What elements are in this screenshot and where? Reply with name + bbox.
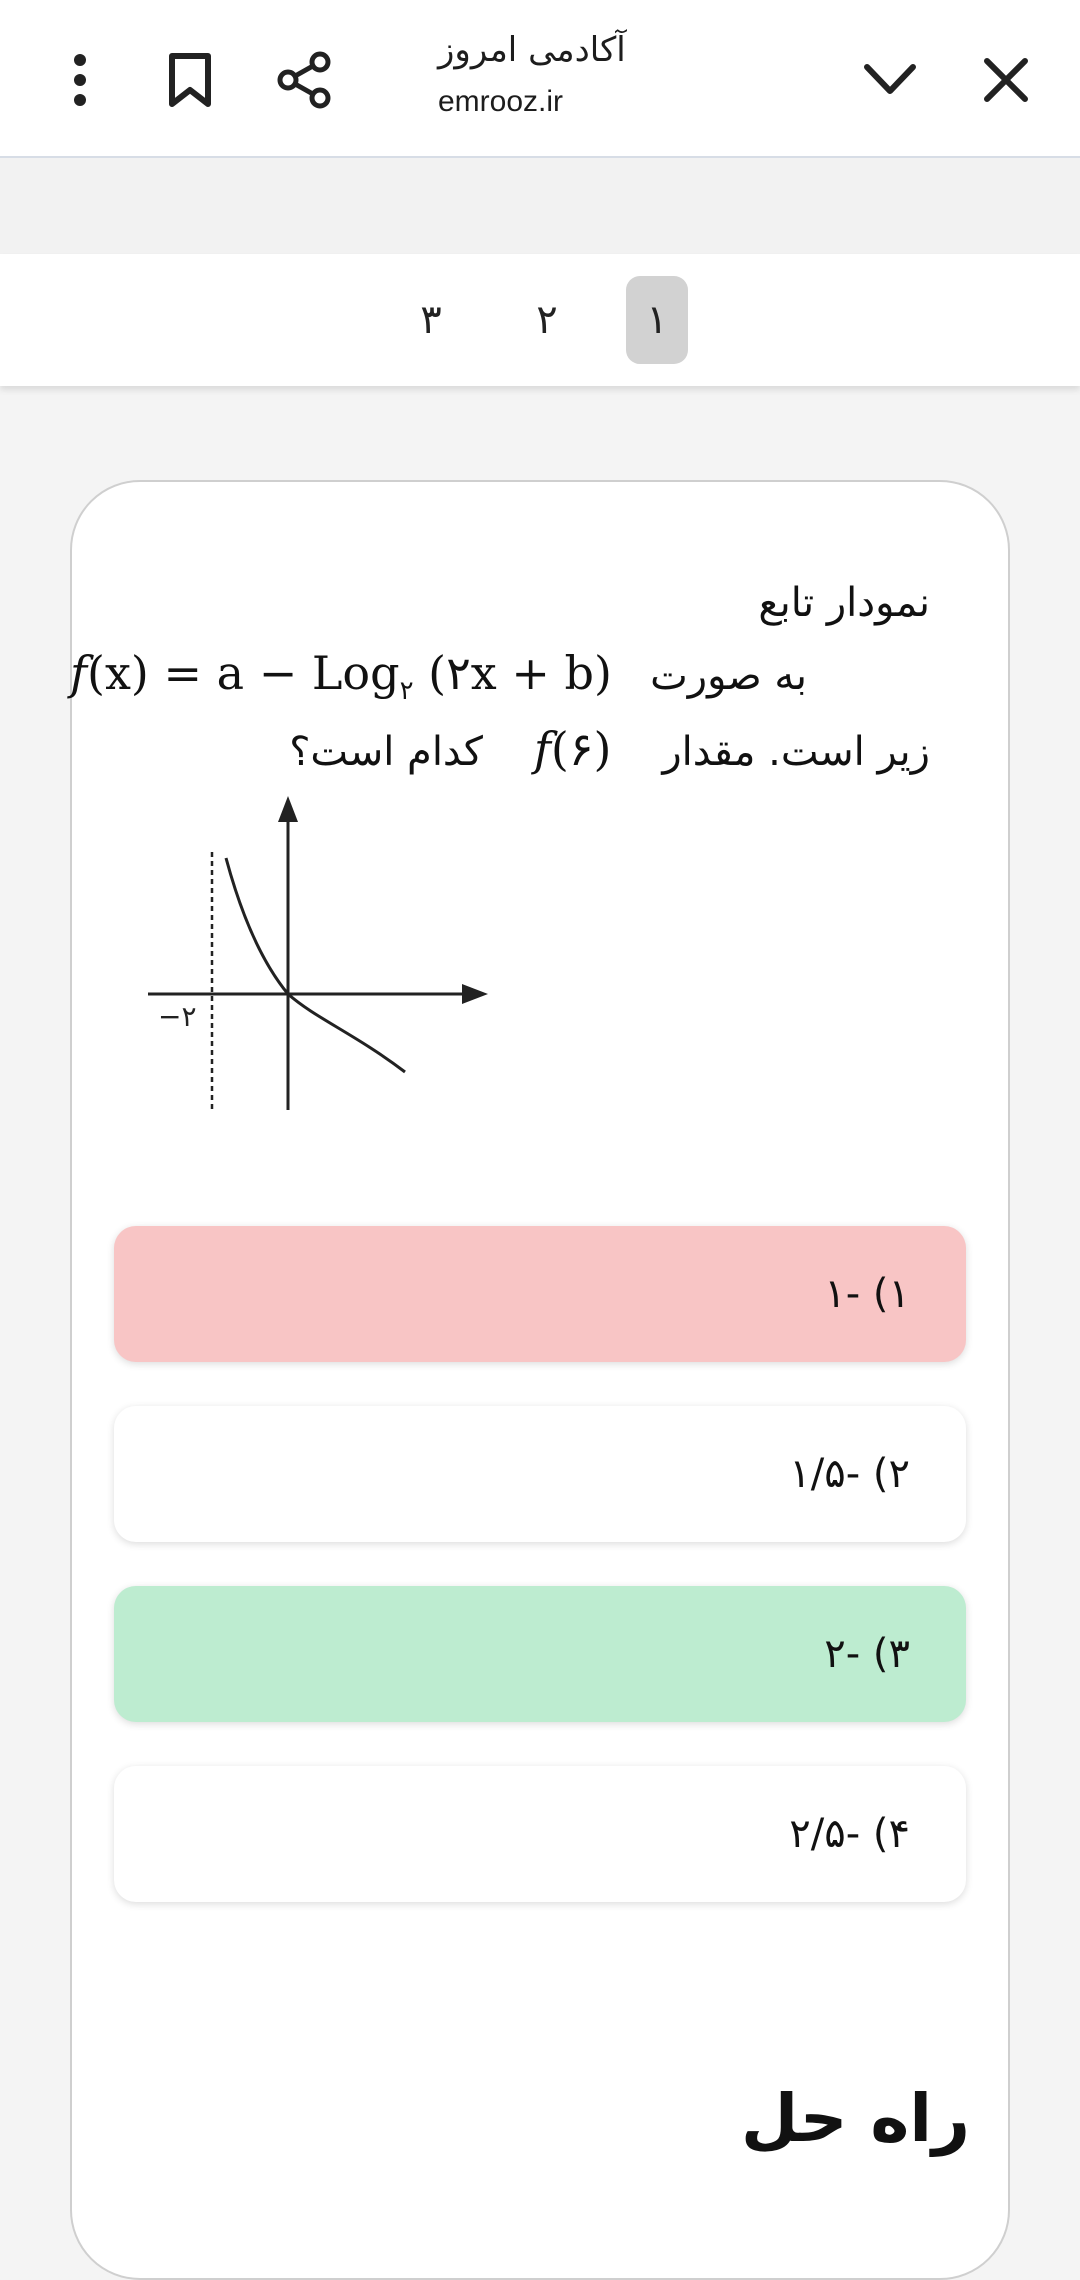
site-url: emrooz.ir [438, 85, 564, 118]
option-4-label: ۴) -۲/۵ [789, 1811, 910, 1857]
chevron-down-icon[interactable] [860, 52, 920, 108]
close-icon[interactable] [976, 50, 1036, 110]
graph-x-arrow [462, 984, 488, 1004]
page-3-button[interactable]: ۳ [420, 297, 442, 343]
question-line-2-suffix: به صورت [650, 653, 807, 699]
question-intro: نمودار تابع [758, 580, 930, 626]
top-app-bar [0, 0, 1080, 158]
page-1-button[interactable]: ۱ [626, 276, 688, 364]
function-formula: f(x) = a − Log$_۲$ (۲x + b) [70, 646, 612, 707]
question-line-3-prefix: زیر است. مقدار [662, 729, 930, 775]
function-graph [140, 790, 500, 1120]
option-3-label: ۳) -۲ [824, 1631, 910, 1677]
option-3[interactable] [114, 1586, 966, 1722]
option-1[interactable] [114, 1226, 966, 1362]
option-2-label: ۲) -۱/۵ [789, 1451, 910, 1497]
scrolled-content-strip [0, 158, 1080, 254]
graph-y-arrow [278, 796, 298, 822]
option-1-label: ۱) -۱ [824, 1271, 910, 1317]
share-icon[interactable] [272, 48, 336, 112]
graph-curve [226, 858, 405, 1072]
question-line-1 [90, 566, 930, 640]
site-title: آکادمی امروز [438, 30, 626, 70]
graph-x-label: −۲ [158, 1000, 197, 1033]
bookmark-icon[interactable] [160, 50, 220, 110]
option-4[interactable] [114, 1766, 966, 1902]
question-line-3 [90, 712, 930, 789]
more-vertical-icon[interactable] [56, 52, 104, 108]
page-2-button[interactable]: ۲ [536, 297, 558, 343]
question-line-3-suffix: کدام است؟ [289, 729, 483, 775]
solution-heading: راه حل [740, 2080, 970, 2157]
site-info [438, 26, 738, 124]
option-2[interactable] [114, 1406, 966, 1542]
question-pager [0, 254, 1080, 386]
evaluation-expression: f(۶) [533, 722, 612, 776]
